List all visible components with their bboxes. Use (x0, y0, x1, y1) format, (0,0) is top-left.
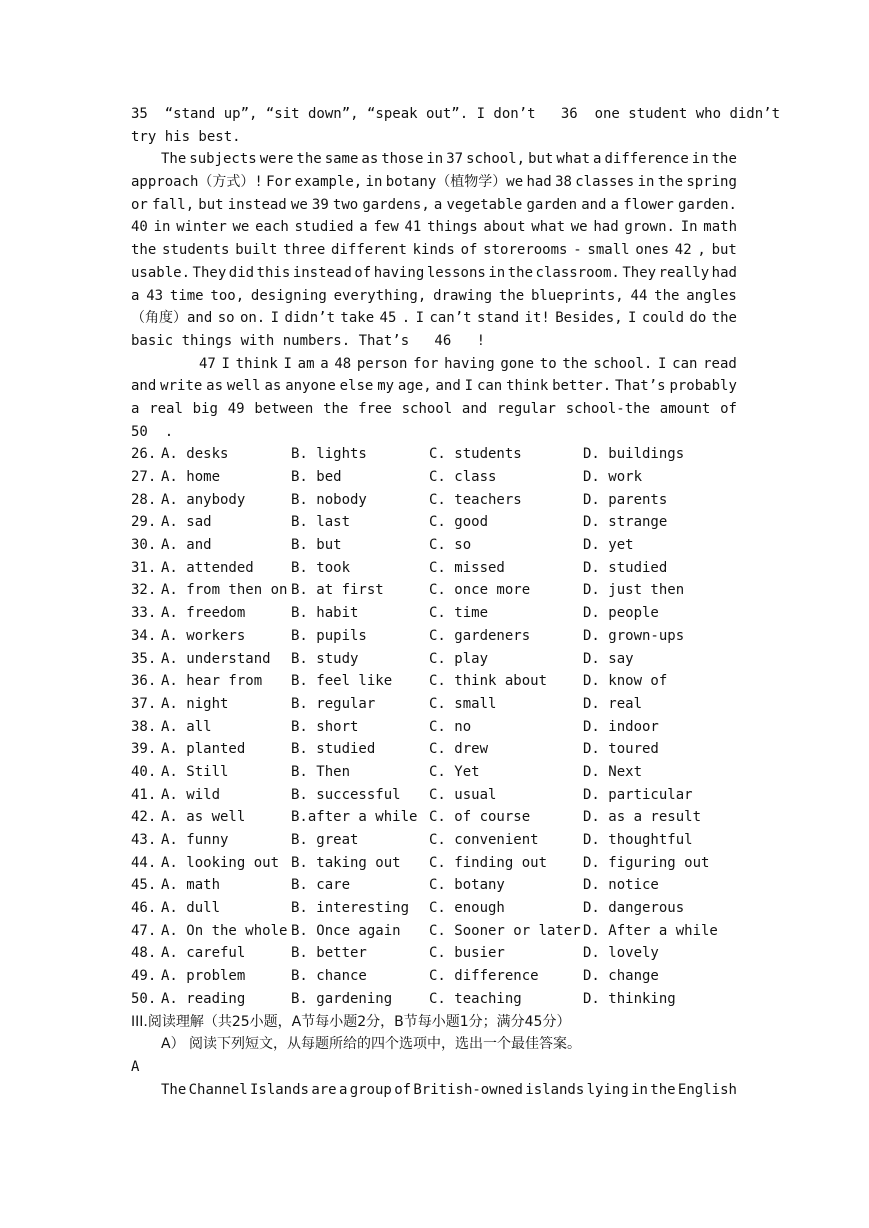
option-c: C. missed (429, 559, 505, 576)
option-c: C. play (429, 650, 489, 667)
question-number: 33. (131, 605, 157, 622)
option-c: C. finding out (429, 854, 548, 871)
option-d: D. Next (583, 763, 643, 780)
question-number: 42. (131, 809, 157, 826)
question-number: 45. (131, 877, 157, 894)
option-b: B. last (291, 514, 351, 531)
option-d: D. studied (583, 559, 668, 576)
option-a: A. reading (161, 990, 246, 1007)
option-a: A. from then on (161, 582, 288, 599)
option-b: B. bed (291, 469, 342, 485)
option-b: B. study (291, 650, 359, 667)
question-row (131, 466, 737, 489)
option-c: C. Yet (429, 763, 480, 780)
option-c: C. usual (429, 786, 497, 803)
option-a: A. math (161, 877, 221, 894)
option-d: D. as a result (583, 809, 702, 826)
question-row (131, 806, 737, 829)
question-number: 40. (131, 763, 157, 780)
reading-passage-line: The Channel Islands are a group of British-owned islands lying in the English (161, 1081, 737, 1098)
option-a: A. problem (161, 968, 246, 985)
question-number: 50. (131, 990, 157, 1007)
option-c: C. gardeners (429, 627, 531, 644)
option-a: A. looking out (161, 854, 280, 871)
document-page (131, 103, 781, 1101)
option-b: B. at first (291, 582, 384, 599)
option-d: D. toured (583, 741, 659, 758)
option-b: B. interesting (291, 900, 410, 917)
option-c: C. enough (429, 900, 505, 917)
option-d: D. yet (583, 537, 634, 554)
option-b: B. nobody (291, 491, 367, 508)
option-b: B. short (291, 718, 359, 735)
option-d: D. notice (583, 877, 659, 894)
question-number: 28. (131, 491, 157, 508)
option-b: B. Once again (291, 922, 401, 939)
option-c: C. botany (429, 877, 505, 894)
passage-line: basic things with numbers. That’s 46 ! (131, 332, 486, 349)
question-row (131, 443, 737, 466)
option-c: C. teachers (429, 491, 522, 508)
option-c: C. good (429, 514, 489, 531)
passage-line: 47 I think I am a 48 person for having gone to the school. I can read (199, 355, 737, 372)
option-c: C. time (429, 605, 489, 622)
option-d: D. parents (583, 491, 668, 508)
option-c: C. drew (429, 741, 489, 758)
question-number: 30. (131, 537, 157, 554)
option-b: B. taking out (291, 854, 401, 871)
option-b: B. feel like (291, 673, 393, 690)
passage-line: The subjects were the same as those in 37 school, but what a difference in the (161, 151, 737, 168)
question-number: 43. (131, 832, 157, 848)
question-row (131, 761, 737, 784)
passage-line: usable. They did this instead of having lessons in the classroom. They really had (131, 264, 737, 281)
question-row (131, 625, 737, 648)
option-a: A. funny (161, 832, 229, 848)
option-d: D. thinking (583, 990, 676, 1007)
question-row (131, 693, 737, 716)
passage-label: A (131, 1058, 140, 1075)
question-number: 48. (131, 945, 157, 962)
option-d: D. strange (583, 514, 668, 531)
option-a: A. home (161, 469, 221, 485)
question-row (131, 874, 737, 897)
option-b: B. pupils (291, 627, 367, 644)
question-number: 31. (131, 559, 157, 576)
option-d: D. lovely (583, 945, 659, 962)
option-a: A. as well (161, 809, 246, 826)
passage-line: a 43 time too, designing everything, drawing the blueprints, 44 the angles (131, 287, 737, 304)
option-a: A. understand (161, 650, 271, 667)
question-number: 29. (131, 514, 157, 531)
section-instruction: A） 阅读下列短文，从每题所给的四个选项中，选出一个最佳答案。 (161, 1036, 582, 1053)
option-a: A. anybody (161, 491, 246, 508)
question-number: 34. (131, 627, 157, 644)
question-row (131, 920, 737, 943)
option-d: D. say (583, 650, 634, 667)
question-number: 47. (131, 922, 157, 939)
option-d: D. figuring out (583, 854, 710, 871)
option-c: C. class (429, 469, 497, 485)
option-d: D. particular (583, 786, 693, 803)
question-list (131, 443, 737, 1010)
option-c: C. convenient (429, 832, 539, 848)
question-row (131, 648, 737, 671)
option-b: B. successful (291, 786, 401, 803)
question-number: 32. (131, 582, 157, 599)
option-a: A. wild (161, 786, 221, 803)
question-row (131, 897, 737, 920)
question-row (131, 670, 737, 693)
option-b: B. studied (291, 741, 376, 758)
option-d: D. know of (583, 673, 668, 690)
option-b: B. chance (291, 968, 367, 985)
question-row (131, 602, 737, 625)
option-d: D. change (583, 968, 659, 985)
option-b: B. regular (291, 695, 376, 712)
option-c: C. so (429, 537, 472, 554)
passage-line: 40 in winter we each studied a few 41 things about what we had grown. In math (131, 219, 737, 236)
passage-line: or fall, but instead we 39 two gardens, a vegetable garden and a flower garden. (131, 196, 737, 213)
option-a: A. attended (161, 559, 254, 576)
option-a: A. night (161, 695, 229, 712)
option-a: A. sad (161, 514, 212, 531)
section-heading: III.阅读理解（共25小题，A节每小题2分，B节每小题1分；满分45分） (131, 1013, 571, 1030)
question-row (131, 738, 737, 761)
question-row (131, 579, 737, 602)
option-a: A. careful (161, 945, 246, 962)
question-row (131, 557, 737, 580)
passage-line: approach（方式）! For example, in botany（植物学）we had 38 classes in the spring (131, 174, 737, 191)
option-a: A. On the whole (161, 922, 288, 939)
option-b: B. care (291, 877, 351, 894)
option-d: D. real (583, 695, 643, 712)
question-row (131, 988, 737, 1011)
question-number: 44. (131, 854, 157, 871)
option-c: C. think about (429, 673, 548, 690)
option-d: D. grown-ups (583, 627, 685, 644)
passage-line: the students built three different kinds of storerooms - small ones 42 , but (131, 242, 737, 259)
option-a: A. desks (161, 446, 229, 463)
question-number: 49. (131, 968, 157, 985)
question-number: 46. (131, 900, 157, 917)
option-d: D. indoor (583, 718, 659, 735)
question-row (131, 716, 737, 739)
question-number: 27. (131, 469, 157, 485)
option-b: B.after a while (291, 809, 418, 826)
option-c: C. once more (429, 582, 531, 599)
option-a: A. planted (161, 741, 246, 758)
option-c: C. small (429, 695, 497, 712)
passage-line: a real big 49 between the free school and regular school-the amount of (131, 400, 737, 417)
option-d: D. thoughtful (583, 832, 693, 848)
option-d: D. After a while (583, 922, 718, 939)
cloze-passage (131, 103, 781, 443)
option-a: A. hear from (161, 673, 263, 690)
option-c: C. no (429, 718, 472, 735)
option-c: C. difference (429, 968, 539, 985)
option-c: C. students (429, 446, 522, 463)
option-a: A. dull (161, 900, 221, 917)
option-c: C. busier (429, 945, 505, 962)
option-b: B. but (291, 537, 342, 554)
option-a: A. workers (161, 627, 246, 644)
question-row (131, 784, 737, 807)
question-number: 26. (131, 446, 157, 463)
option-c: C. Sooner or later (429, 922, 581, 939)
option-b: B. better (291, 945, 367, 962)
option-a: A. and (161, 537, 212, 554)
question-number: 36. (131, 673, 157, 690)
question-number: 38. (131, 718, 157, 735)
passage-line: 50 . (131, 423, 174, 440)
question-number: 39. (131, 741, 157, 758)
option-d: D. work (583, 469, 643, 485)
option-b: B. great (291, 832, 359, 848)
option-d: D. dangerous (583, 900, 685, 917)
option-b: B. lights (291, 446, 367, 463)
option-c: C. teaching (429, 990, 522, 1007)
option-d: D. just then (583, 582, 685, 599)
passage-line: and write as well as anyone else my age, and I can think better. That’s probably (131, 378, 737, 395)
option-b: B. gardening (291, 990, 393, 1007)
question-row (131, 942, 737, 965)
question-number: 41. (131, 786, 157, 803)
option-a: A. Still (161, 763, 229, 780)
option-b: B. took (291, 559, 351, 576)
question-row (131, 534, 737, 557)
option-d: D. buildings (583, 446, 685, 463)
option-a: A. all (161, 718, 212, 735)
question-row (131, 852, 737, 875)
question-row (131, 511, 737, 534)
option-b: B. habit (291, 605, 359, 622)
passage-line: try his best. (131, 128, 241, 145)
question-number: 35. (131, 650, 157, 667)
passage-line: （角度）and so on. I didn’t take 45 . I can’t stand it! Besides, I could do the (131, 310, 737, 327)
passage-line: 35 “stand up”, “sit down”, “speak out”. I don’t 36 one student who didn’t (131, 106, 781, 122)
option-a: A. freedom (161, 605, 246, 622)
question-row (131, 829, 737, 852)
question-number: 37. (131, 695, 157, 712)
question-row (131, 489, 737, 512)
option-d: D. people (583, 605, 659, 622)
option-c: C. of course (429, 809, 531, 826)
question-row (131, 965, 737, 988)
option-b: B. Then (291, 763, 351, 780)
